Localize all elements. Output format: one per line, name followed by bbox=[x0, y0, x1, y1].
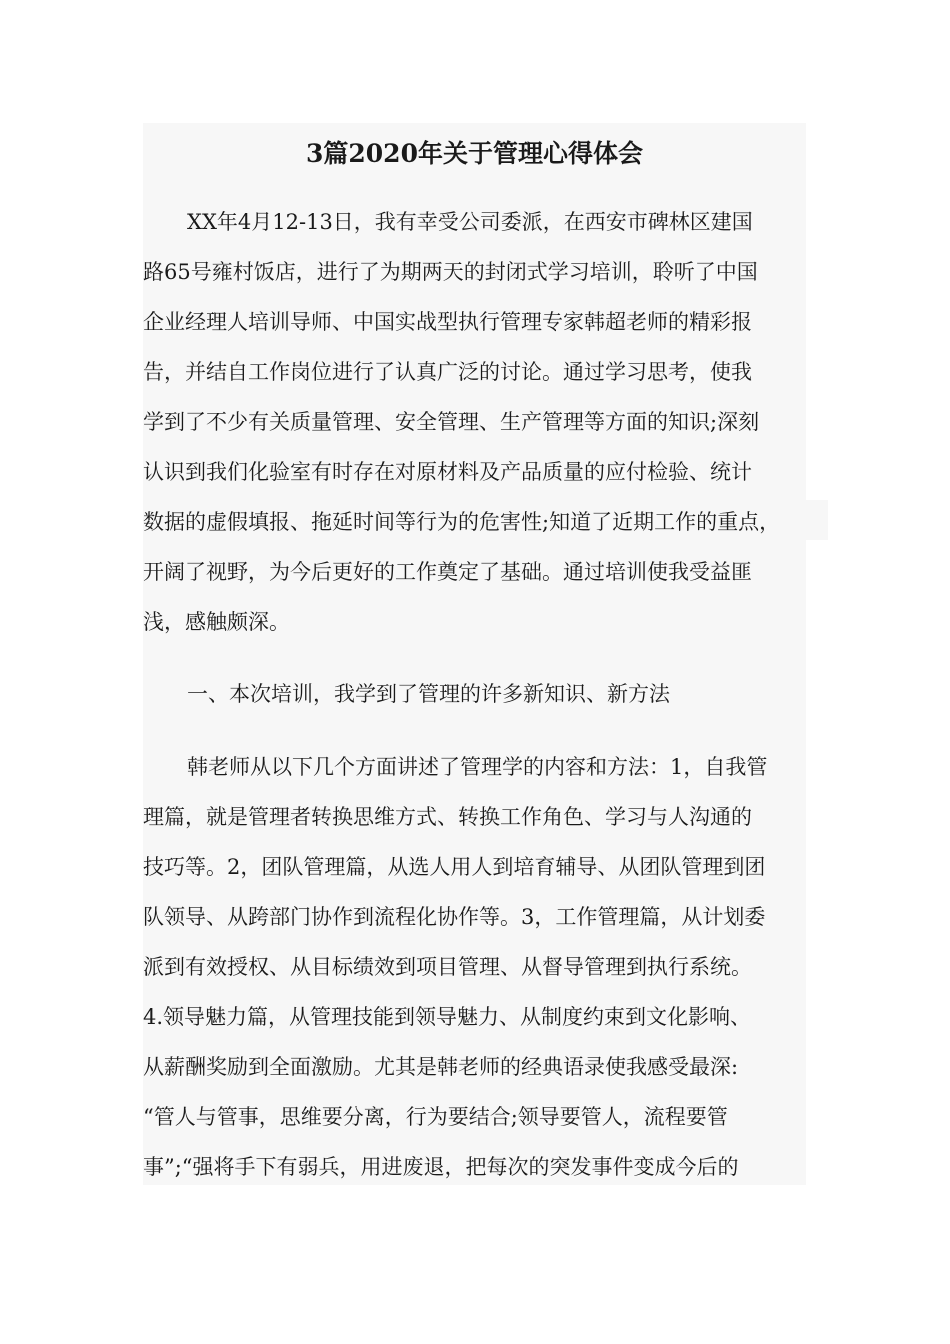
paragraph-line: 派到有效授权、从目标绩效到项目管理、从督导管理到执行系统。 bbox=[143, 955, 752, 979]
paragraph-line: 数据的虚假填报、拖延时间等行为的危害性;知道了近期工作的重点， bbox=[143, 510, 781, 534]
paragraph-line: 4.领导魅力篇，从管理技能到领导魅力、从制度约束到文化影响、 bbox=[143, 1005, 752, 1029]
paragraph-line: 事”;“强将手下有弱兵，用进废退，把每次的突发事件变成今后的 bbox=[143, 1155, 739, 1179]
paragraph-line: 认识到我们化验室有时存在对原材料及产品质量的应付检验、统计 bbox=[143, 460, 752, 484]
document-title: 3篇2020年关于管理心得体会 bbox=[306, 139, 643, 168]
paragraph-line: 企业经理人培训导师、中国实战型执行管理专家韩超老师的精彩报 bbox=[143, 310, 752, 334]
paragraph-line: “管人与管事，思维要分离，行为要结合;领导要管人，流程要管 bbox=[143, 1105, 728, 1129]
paragraph-line: 浅，感触颇深。 bbox=[143, 610, 290, 634]
paragraph-line: XX年4月12-13日，我有幸受公司委派，在西安市碑林区建国 bbox=[187, 210, 753, 234]
paragraph-line: 学到了不少有关质量管理、安全管理、生产管理等方面的知识;深刻 bbox=[143, 410, 760, 434]
paragraph-line: 理篇，就是管理者转换思维方式、转换工作角色、学习与人沟通的 bbox=[143, 805, 752, 829]
paragraph-line: 队领导、从跨部门协作到流程化协作等。3，工作管理篇，从计划委 bbox=[143, 905, 766, 929]
paragraph-line: 开阔了视野，为今后更好的工作奠定了基础。通过培训使我受益匪 bbox=[143, 560, 752, 584]
section-heading: 一、本次培训，我学到了管理的许多新知识、新方法 bbox=[187, 682, 670, 706]
paragraph-line: 从薪酬奖励到全面激励。尤其是韩老师的经典语录使我感受最深: bbox=[143, 1055, 739, 1079]
paragraph-line: 技巧等。2，团队管理篇，从选人用人到培育辅导、从团队管理到团 bbox=[143, 855, 766, 879]
paragraph-line: 韩老师从以下几个方面讲述了管理学的内容和方法：1，自我管 bbox=[187, 755, 768, 779]
paragraph-line: 路65号雍村饭店，进行了为期两天的封闭式学习培训，聆听了中国 bbox=[143, 260, 758, 284]
paragraph-line: 告，并结自工作岗位进行了认真广泛的讨论。通过学习思考，使我 bbox=[143, 360, 752, 384]
text-overflow-strip bbox=[806, 500, 828, 540]
